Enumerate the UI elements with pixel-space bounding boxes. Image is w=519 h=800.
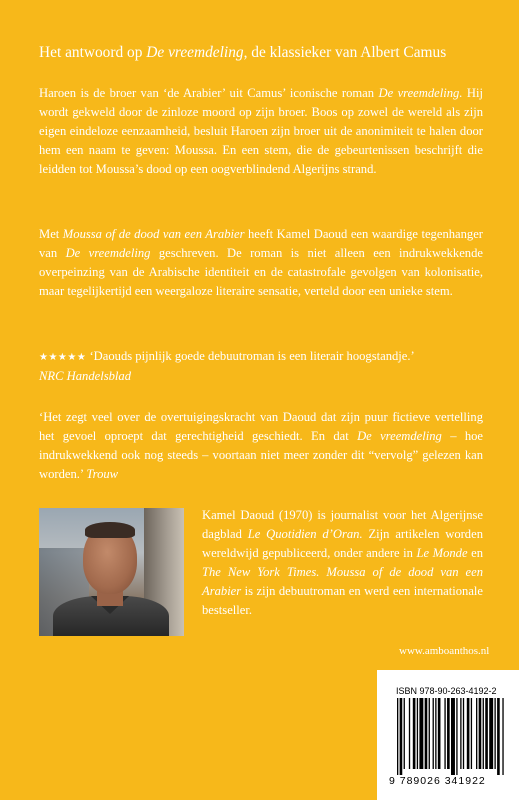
- bio-text-2: Zijn artikelen worden wereldwijd gepubliceerd, onder andere in: [202, 527, 483, 560]
- barcode-bar: [419, 698, 423, 769]
- headline: [39, 43, 509, 63]
- barcode-bar: [467, 698, 470, 769]
- publisher-website: www.amboanthos.nl: [399, 645, 490, 657]
- barcode-box: [377, 670, 519, 800]
- review-trouw-book-title: De vreemdeling: [357, 429, 442, 443]
- description-text-1: Met: [39, 227, 63, 241]
- barcode-bar: [489, 698, 493, 769]
- description-camus-title: De vreemdeling: [65, 246, 151, 260]
- description-paragraph: [39, 225, 483, 301]
- barcode-bar: [425, 698, 428, 769]
- synopsis-text-2: Hij wordt gekweld door de zinloze moord op zijn broer. Boos op zowel de wereld als zijn eigen eindeloze eenzaamheid, besluit Haroen zijn broer uit de anonimiteit te halen door hem een naam te geven: Moussa. En een stem, die de gebeurtenissen beschrijft die leidden tot Moussa’s dood op een oogverblindend Algerijns strand.: [39, 86, 484, 176]
- review-nrc: [39, 347, 483, 386]
- bio-le-monde: Le Monde: [416, 546, 468, 560]
- barcode-bar: [404, 698, 405, 769]
- barcode-bar: [435, 698, 436, 769]
- isbn-label: ISBN 978-90-263-4192-2: [396, 686, 497, 696]
- barcode-bar: [433, 698, 434, 769]
- barcode-bar: [494, 698, 495, 769]
- review-nrc-source: NRC Handelsblad: [39, 369, 132, 383]
- barcode-bar: [409, 698, 410, 769]
- barcode-bar: [471, 698, 472, 769]
- barcode-bar: [456, 698, 457, 775]
- description-text-3: geschreven. De roman is niet alleen een indrukwekkende overpeinzing van de Arabische identiteit en de catastrofale gevolgen van kolonisatie, maar tegelijkertijd een weergaloze literaire sensatie, verteld door een unieke stem.: [39, 246, 483, 298]
- barcode-bar: [463, 698, 464, 769]
- bio-text-5: is zijn debuutroman en werd een internationale bestseller.: [202, 584, 483, 617]
- star-rating-icon: ★★★★★: [39, 352, 87, 363]
- barcode-bar: [476, 698, 477, 769]
- review-nrc-quote: ‘Daouds pijnlijk goede debuutroman is een literair hoogstandje.’: [86, 349, 415, 363]
- description-book-title: Moussa of de dood van een Arabier: [62, 227, 245, 241]
- author-photo: [39, 508, 184, 636]
- synopsis-book-title: De vreemdeling.: [378, 86, 463, 100]
- ean-digits: 9 789026 341922: [389, 775, 486, 787]
- barcode-bar: [479, 698, 482, 769]
- barcode-bar: [400, 698, 403, 775]
- barcode-icon: [397, 698, 505, 775]
- barcode-bar: [438, 698, 441, 769]
- photo-author-hair: [85, 522, 135, 538]
- author-bio: [202, 506, 483, 620]
- review-trouw: [39, 408, 483, 484]
- synopsis-text-1: Haroen is de broer van ‘de Arabier’ uit Camus’ iconische roman: [39, 86, 379, 100]
- headline-text: Het antwoord op: [39, 44, 147, 61]
- barcode-bar: [502, 698, 503, 775]
- headline-book-title: De vreemdeling: [146, 44, 244, 61]
- barcode-bar: [497, 698, 500, 775]
- description-text-2: heeft Kamel Daoud een waardige tegenhanger van: [39, 227, 484, 260]
- bio-text-3: en: [467, 546, 483, 560]
- barcode-bar: [397, 698, 398, 775]
- bio-text-1: Kamel Daoud (1970) is journalist voor het Algerijnse dagblad: [202, 508, 483, 541]
- barcode-bar: [451, 698, 455, 775]
- barcode-bar: [429, 698, 430, 769]
- barcode-bar: [444, 698, 445, 769]
- review-trouw-source: Trouw: [86, 467, 119, 481]
- barcode-bar: [485, 698, 488, 769]
- barcode-bar: [460, 698, 461, 769]
- headline-text-end: , de klassieker van Albert Camus: [243, 44, 447, 61]
- barcode-bar: [417, 698, 418, 769]
- bio-newspaper: Le Quotidien d’Oran.: [247, 527, 363, 541]
- synopsis-paragraph: [39, 84, 483, 179]
- bio-nyt: The New York Times.: [202, 565, 320, 579]
- review-trouw-text-2: – hoe indrukwekkend ook nog steeds – voortaan niet meer zonder dit “vervolg” gelezen kan worden.’: [39, 429, 483, 481]
- bio-book-title: Moussa of de dood van een Arabier: [202, 565, 483, 598]
- barcode-bar: [483, 698, 484, 769]
- barcode-bar: [413, 698, 416, 769]
- barcode-bar: [447, 698, 450, 769]
- review-trouw-text-1: ‘Het zegt veel over de overtuigingskracht van Daoud dat zijn puur fictieve vertelling het gevoel oproept dat gerechtigheid geschiedt. En dat: [39, 410, 483, 443]
